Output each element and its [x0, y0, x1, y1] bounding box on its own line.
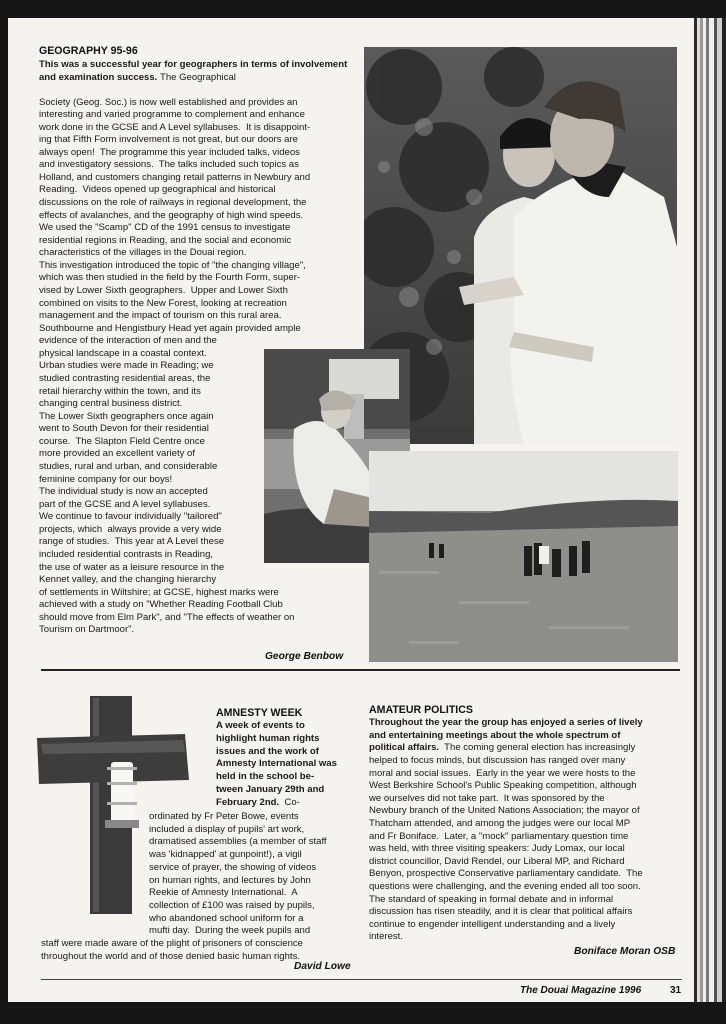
geography-body-line: changing central business district. — [39, 398, 183, 410]
amnesty-body-line: Reekie of Amnesty International. A — [149, 887, 298, 899]
amnesty-body-line: mufti day. During the week pupils and — [149, 925, 311, 937]
politics-body-line: questions were challenging, and the evening ended all too soon. — [369, 881, 641, 892]
politics-body-line: Thatcham attended, and among the judges were our local MP — [369, 818, 631, 829]
amnesty-body-line: throughout the world and of those denied basic human rights. — [41, 950, 300, 962]
geography-body-line: went to South Devon for their residential — [39, 423, 209, 435]
geography-body-line: vised by Lower Sixth geographers. Upper and Lower Sixth — [39, 285, 288, 297]
geography-body-line: range of studies. This year at A Level these — [39, 536, 225, 548]
politics-body-line: moral and social issues. Early in the year we were hosts to the — [369, 767, 636, 779]
politics-body-line: district councillor, David Rendel, our Liberal MP, and Richard — [369, 855, 625, 867]
geography-body-line: Tourism on Dartmoor". — [39, 624, 135, 636]
amnesty-body-line: ordinated by Fr Peter Bowe, events — [149, 811, 299, 822]
geography-body-line: ing that Fifth Form involvement is not great, but our doors are — [39, 134, 298, 146]
amnesty-bold-line: held in the school be- — [216, 771, 315, 783]
geography-intro-tail: The Geographical — [159, 71, 236, 83]
politics-body-line: Newbury branch of the United Nations Association; the mayor of — [369, 805, 640, 817]
amnesty-author: David Lowe — [294, 961, 351, 972]
geography-body-line: should move from Elm Park", and "The effects of weather on — [39, 611, 295, 623]
amnesty-body-line: collection of £100 was raised by pupils, — [149, 899, 315, 911]
magazine-page — [8, 18, 701, 1002]
amnesty-body-line: staff were made aware of the plight of prisoners of conscience — [41, 938, 303, 949]
geography-intro — [39, 59, 364, 84]
students-photo-image — [364, 47, 677, 444]
geography-body-line: Kennet valley, and the changing hierarchy — [39, 574, 217, 586]
geography-body-line: which was then studied in the field by the Fourth Form, super- — [39, 272, 301, 284]
amnesty-body-line: dramatised assemblies (a member of staff — [149, 836, 327, 848]
geography-body-line: management and the impact of tourism on this rural area. — [39, 310, 282, 322]
amnesty-body-line: on human rights, and lectures by John — [149, 874, 311, 886]
politics-bold-end: political affairs. — [369, 742, 440, 754]
geography-body-line: Southbourne and Hengistbury Head yet again provided ample — [39, 322, 301, 334]
binding-edge — [694, 18, 726, 1002]
politics-title: AMATEUR POLITICS — [369, 704, 473, 716]
politics-body-line: discussion has risen steadily, and it is clear that political affairs — [369, 906, 633, 918]
politics-bold-line: Throughout the year the group has enjoyed a series of lively — [369, 717, 643, 728]
politics-body-line: and Fr Boniface. Later, a "mock" parliamentary question time — [369, 830, 629, 842]
geography-body-line: achieved with a study on "Whether Reading Football Club — [39, 599, 283, 611]
amnesty-bold-line: issues and the work of — [216, 745, 319, 757]
amnesty-body-line: included a display of pupils' art work, — [149, 823, 305, 835]
geography-title: GEOGRAPHY 95-96 — [39, 45, 138, 57]
geography-body-line: The individual study is now an accepted — [39, 486, 208, 498]
politics-body-line: interest. — [369, 931, 403, 943]
politics-bold-last-line — [369, 742, 635, 755]
geography-body-line: Society (Geog. Soc.) is now well established and provides an — [39, 96, 298, 108]
politics-bold-line: and entertaining meetings about the whole spectrum of — [369, 729, 621, 741]
footer-magazine-title: The Douai Magazine 1996 — [520, 985, 642, 996]
geography-body-line: Reading. Videos opened up geographical and historical — [39, 184, 276, 196]
geography-body-line: effects of avalanches, and the geography of high wind speeds. — [39, 209, 304, 221]
amnesty-title: AMNESTY WEEK — [216, 707, 303, 719]
geography-body-line: This investigation introduced the topic of "the changing village", — [39, 259, 306, 271]
geography-body-line: Urban studies were made in Reading; we — [39, 360, 214, 372]
geography-body-line: and investigatory sessions. The talks included such topics as — [39, 159, 299, 171]
section-divider — [41, 669, 680, 671]
geography-body-line: We used the "Scamp" CD of the 1991 census to investigate — [39, 222, 291, 234]
geography-body-line: combined on visits to the New Forest, looking at recreation — [39, 297, 287, 309]
geography-body-line: the use of water as a leisure resource in the — [39, 561, 225, 573]
geography-body-line: characteristics of the villages in the Douai region. — [39, 247, 247, 259]
geography-intro-bold: This was a successful year for geographers in terms of involvement and examination success. — [39, 59, 350, 83]
amnesty-bold-line: A week of events to — [216, 720, 305, 731]
politics-body-line: The standard of speaking in formal debate and in informal — [369, 893, 614, 905]
photo-hillside-group — [369, 451, 678, 662]
amnesty-body-line: was 'kidnapped' at gunpoint!), a vigil — [149, 849, 302, 861]
politics-author: Boniface Moran OSB — [574, 946, 676, 957]
amnesty-bold-line: highlight human rights — [216, 732, 320, 744]
politics-body-line: Benyon, prospective Conservative parliamentary candidate. The — [369, 868, 643, 880]
amnesty-bold-line: Amnesty International was — [216, 758, 337, 770]
politics-bold-tail: The coming general election has increasingly — [444, 742, 636, 754]
geography-body-line: The Lower Sixth geographers once again — [39, 410, 214, 422]
geography-body-line: course. The Slapton Field Centre once — [39, 435, 205, 447]
geography-body-line: feminine company for our boys! — [39, 473, 173, 485]
amnesty-bold-tail: Co- — [284, 796, 300, 808]
geography-body-line: more provided an excellent variety of — [39, 448, 196, 460]
geography-body-line: residential regions in Reading, and the social and economic — [39, 234, 292, 246]
politics-body-line: continue to engender intelligent understanding and a lively — [369, 918, 616, 930]
geography-body-line: studies, rural and urban, and considerable — [39, 461, 218, 473]
geography-body-line: evidence of the interaction of men and the — [39, 335, 217, 347]
geography-body-line: projects, which always provide a very wide — [39, 523, 222, 535]
geography-body-line: retail hierarchy within the town, and its — [39, 385, 201, 397]
geography-body-line: We continue to favour individually "tailored" — [39, 511, 222, 523]
amnesty-body-line: service of prayer, the showing of videos — [149, 861, 317, 873]
geography-body-line: discussions on the role of railways in regional development, the — [39, 197, 307, 209]
politics-body-line: helped to focus minds, but discussion has ranged over many — [369, 755, 626, 766]
politics-body-line: we ourselves did not take part. It was sponsored by the — [369, 792, 605, 804]
amnesty-bold-last-line — [216, 797, 300, 810]
geography-body-line: Holland, and customers changing retail patterns in Newbury and — [39, 171, 311, 183]
politics-body-line: West Berkshire School's Public Speaking competition, although — [369, 780, 637, 792]
geography-body-line: studied contrasting residential areas, the — [39, 373, 211, 385]
footer-rule — [41, 979, 682, 980]
geography-author: George Benbow — [265, 651, 344, 662]
amnesty-date-end: February 2nd. — [216, 796, 280, 808]
amnesty-body-line: who abandoned school uniform for a — [149, 912, 304, 924]
hillside-group-image — [369, 451, 678, 662]
geography-body-line: of settlements in Wiltshire; at GCSE, highest marks were — [39, 586, 279, 598]
geography-body-line: physical landscape in a coastal context. — [39, 347, 207, 359]
amnesty-bold-line: tween January 29th and — [216, 784, 325, 795]
page-number: 31 — [670, 985, 682, 996]
geography-body-line: part of the GCSE and A level syllabuses. — [39, 498, 211, 510]
geography-body-line: always open! The programme this year included talks, videos — [39, 146, 300, 158]
politics-body-line: was held, with three visiting speakers: Judy Lomax, our local — [369, 843, 625, 855]
photo-students-fieldwork — [364, 47, 677, 444]
geography-body-line: work done in the GCSE and A Level syllabuses. It is disappoint- — [39, 121, 311, 133]
geography-body-line: included residential contrasts in Reading, — [39, 549, 214, 561]
geography-body-line: interesting and varied programme to complement and enhance — [39, 109, 305, 121]
